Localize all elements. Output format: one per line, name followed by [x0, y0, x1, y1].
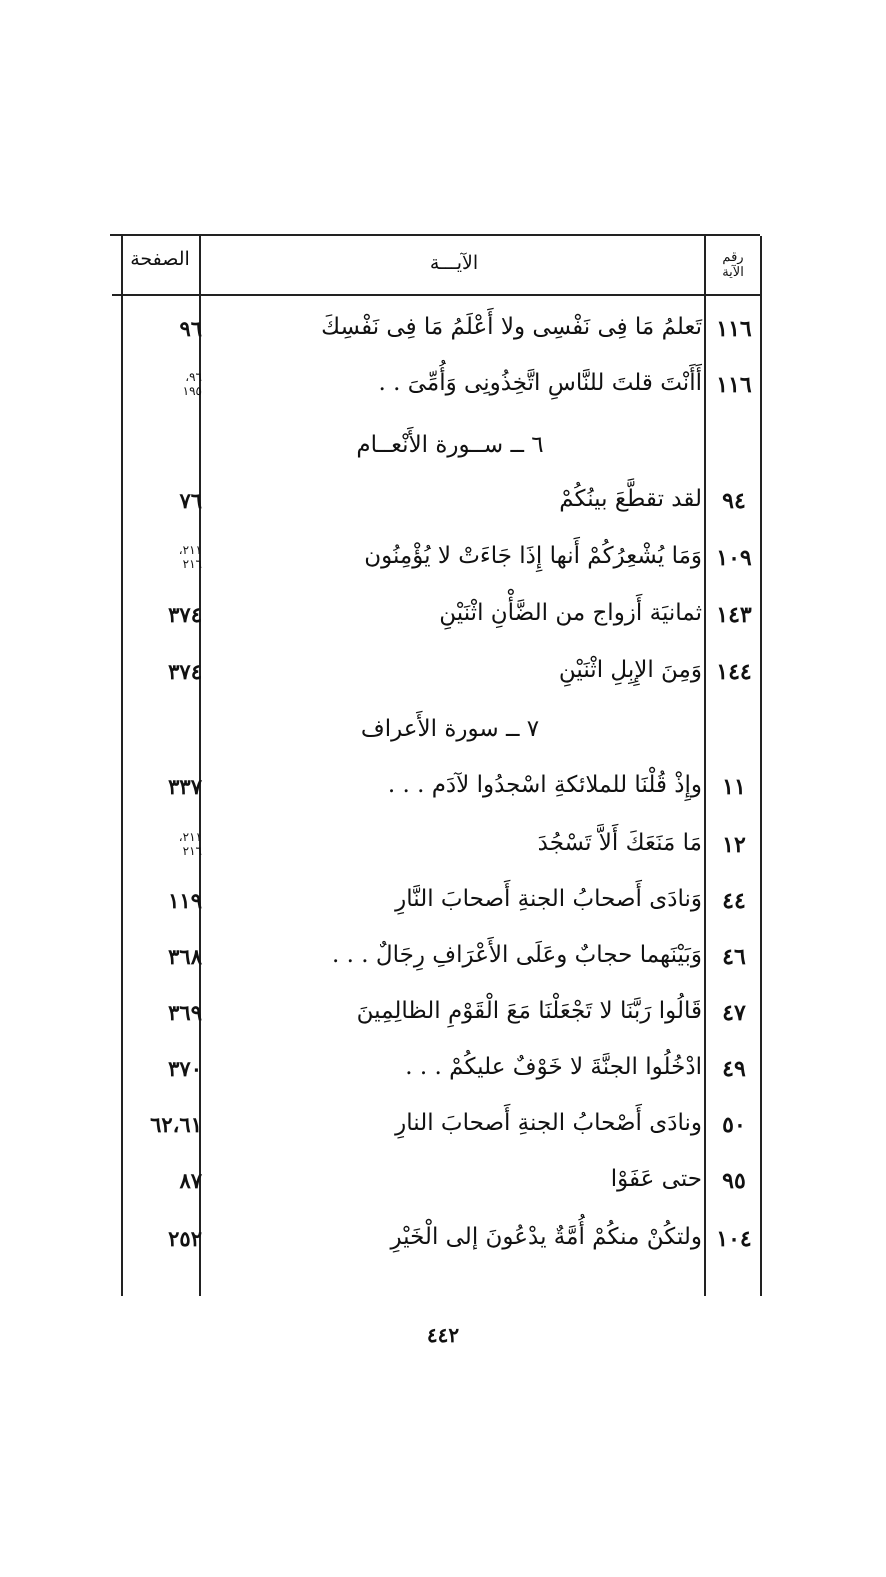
verse-number: ١٠٤	[716, 1226, 752, 1252]
verse-row	[112, 770, 768, 822]
verse-text: مَا مَنَعَكَ أَلاَّ تَسْجُدَ	[537, 830, 702, 856]
page-reference: ٣٦٩	[168, 1000, 202, 1025]
page-reference: ٩٦	[179, 316, 202, 341]
verse-number: ٤٤	[722, 888, 746, 914]
verse-number: ١١	[722, 774, 746, 800]
surah-heading: ٧ ــ سورة الأَعراف	[360, 716, 540, 742]
page-reference: ٣٧٤	[168, 602, 202, 627]
verse-number: ١١٦	[716, 372, 752, 398]
verse-text: لقد تقطَّعَ بينُكُمْ	[559, 486, 702, 512]
page-reference: ٦٢،٦١	[150, 1112, 202, 1137]
verse-row	[112, 940, 768, 992]
verse-number: ٩٥	[722, 1168, 746, 1194]
header-verse-label: الآيـــة	[429, 252, 479, 274]
header-bottom-rule	[112, 294, 760, 296]
verse-row	[112, 996, 768, 1048]
verse-row	[112, 1108, 768, 1160]
page-reference-multi	[118, 370, 202, 398]
verse-row	[112, 541, 768, 593]
verse-number: ٤٧	[722, 1000, 746, 1026]
verse-number: ٩٤	[722, 488, 746, 514]
verse-text: وَنادَى أَصحابُ الجنةِ أَصحابَ النَّارِ	[395, 886, 702, 912]
verse-row	[112, 598, 768, 650]
verse-number: ١٤٤	[716, 659, 752, 685]
verse-text: وَمَا يُشْعِرُكُمْ أَنها إِذَا جَاءَتْ لا يُؤْمِنُون	[364, 543, 702, 569]
page-reference-line2: ٢١٦	[182, 844, 202, 858]
verse-number: ٥٠	[722, 1112, 746, 1138]
verse-number: ١٠٩	[716, 545, 752, 571]
page-reference-multi	[118, 543, 202, 571]
page-reference: ٣٦٨	[168, 944, 202, 969]
header-number-line2: الآية	[722, 265, 744, 280]
verse-row	[112, 828, 768, 880]
verse-text: وإِذْ قُلْنَا للملائكةِ اسْجدُوا لآدَم . . .	[387, 772, 702, 798]
verse-number: ١٢	[722, 832, 746, 858]
page-reference: ٣٧٠	[168, 1056, 202, 1081]
verse-text: وَمِنَ الإِبِلِ اثْنَيْنِ	[558, 657, 702, 683]
verse-number: ٤٦	[722, 944, 746, 970]
verse-row	[112, 1222, 768, 1274]
verse-row	[112, 312, 768, 364]
verse-row	[112, 368, 768, 420]
verse-text: وَبَيْنَهما حجابٌ وعَلَى الأَعْرَافِ رِجَالٌ . . .	[332, 942, 702, 968]
verse-row	[112, 884, 768, 936]
verse-text: ولتكُنْ منكُمْ أُمَّةٌ يدْعُونَ إلى الْخَيْرِ	[390, 1224, 702, 1250]
verse-text: حتى عَفَوْا	[610, 1166, 702, 1192]
header-page-label: الصفحة	[130, 248, 190, 270]
verse-number: ١٤٣	[716, 602, 752, 628]
surah-heading: ٦ ــ ســورة الأَنْعــام	[356, 432, 544, 458]
verse-number: ٤٩	[722, 1056, 746, 1082]
page-reference: ٢٥٢	[168, 1226, 202, 1251]
table-top-rule	[110, 234, 760, 236]
verse-number: ١١٦	[716, 316, 752, 342]
verse-row	[112, 655, 768, 707]
verse-text: قَالُوا رَبَّنَا لا تَجْعَلْنَا مَعَ الْقَوْمِ الظالِمِينَ	[356, 998, 702, 1024]
page-reference: ٣٣٧	[168, 774, 202, 799]
page-reference-line1: ٢١١،	[178, 830, 202, 844]
verse-text: ثمانيَة أَزواج من الضَّأْنِ اثْنَيْنِ	[439, 600, 702, 626]
surah-heading-row	[112, 712, 768, 764]
page-reference-line2: ٢١٦	[182, 557, 202, 571]
verse-text: ونادَى أَصْحابُ الجنةِ أَصحابَ النارِ	[395, 1110, 702, 1136]
page-reference: ٨٧	[179, 1168, 202, 1193]
verse-text: أَأَنْتَ قلتَ للنَّاسِ اتَّخِذُونِى وَأُمِّىَ . .	[378, 370, 702, 396]
header-number-line1: رقم	[722, 250, 744, 265]
surah-heading-row	[112, 428, 768, 480]
verse-row	[112, 484, 768, 536]
verse-text: تَعلمُ مَا فِى نَفْسِى ولا أَعْلَمُ مَا فِى نَفْسِكَ	[321, 314, 702, 340]
page-reference-line1: ٢١١،	[178, 543, 202, 557]
page-reference-multi	[118, 830, 202, 858]
page-reference: ١١٩	[168, 888, 202, 913]
verse-row	[112, 1052, 768, 1104]
header-number-label	[706, 250, 760, 280]
page-reference: ٣٧٤	[168, 659, 202, 684]
verse-text: ادْخُلُوا الجنَّةَ لا خَوْفٌ عليكُمْ . . .	[405, 1054, 702, 1080]
page-reference-line2: ١٩٥	[182, 384, 202, 398]
verse-row	[112, 1164, 768, 1216]
page-reference: ٧٦	[179, 488, 202, 513]
page-reference-line1: ٩٦،	[185, 370, 202, 384]
page-number: ٤٤٢	[426, 1323, 460, 1347]
